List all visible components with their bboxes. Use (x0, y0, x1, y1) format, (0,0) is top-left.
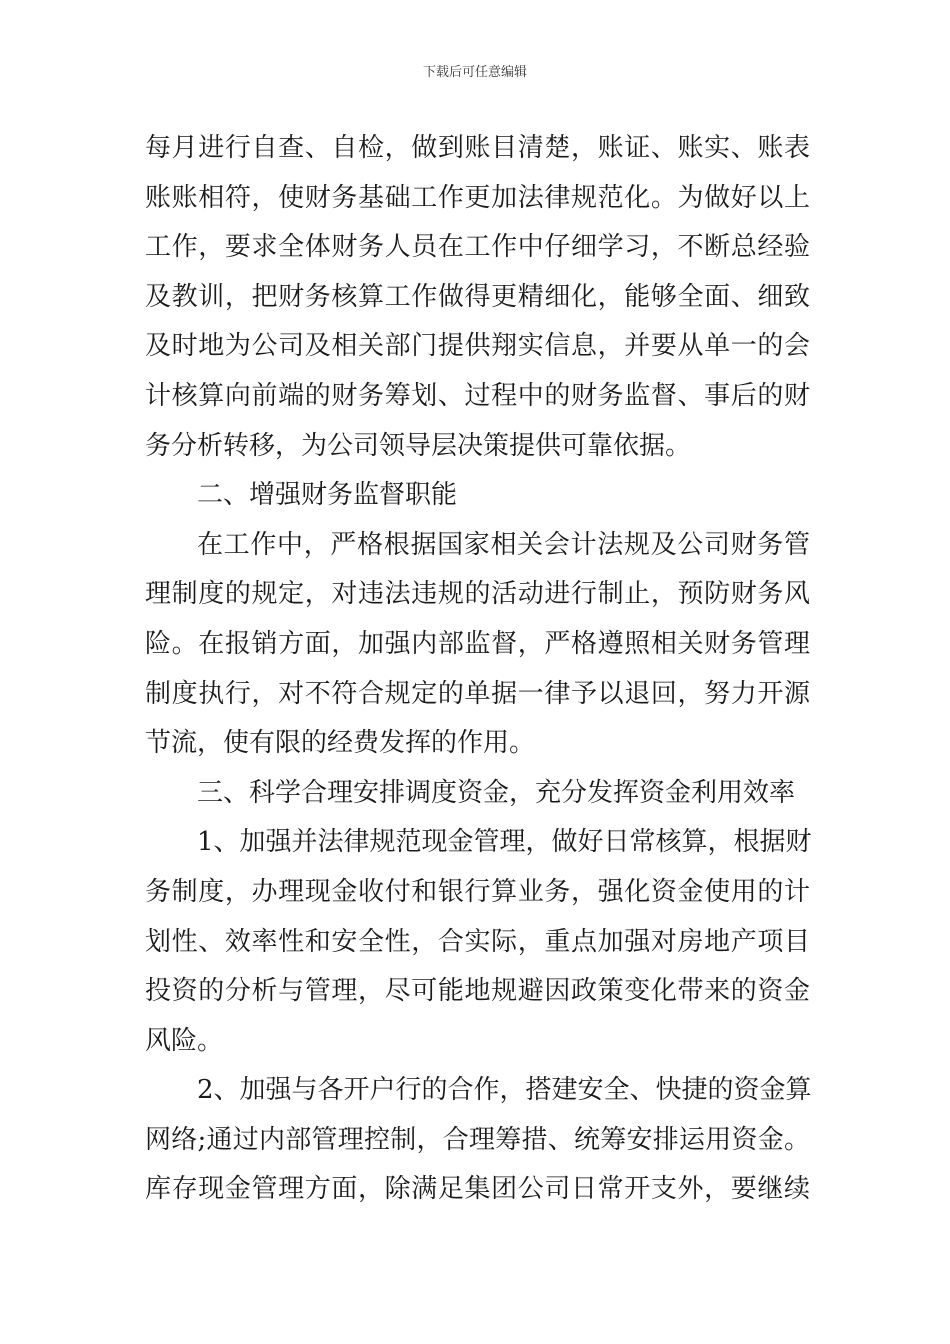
section-heading: 二、增强财务监督职能 (197, 480, 458, 511)
text-line: 网络;通过内部管理控制，合理筹措、统筹安排运用资金。 (145, 1124, 810, 1155)
text-line: 账账相符，使财务基础工作更加法律规范化。为做好以上 (145, 182, 810, 213)
text-line: 制度执行，对不符合规定的单据一律予以退回，努力开源 (145, 678, 810, 709)
document-body (145, 124, 810, 1215)
text-line: 工作，要求全体财务人员在工作中仔细学习，不断总经验 (145, 232, 810, 263)
text-line: 节流，使有限的经费发挥的作用。 (145, 728, 536, 759)
text-line: 险。在报销方面，加强内部监督，严格遵照相关财务管理 (145, 628, 810, 659)
text-line: 理制度的规定，对违法违规的活动进行制止，预防财务风 (145, 579, 810, 610)
text-line: 务制度，办理现金收付和银行算业务，强化资金使用的计 (145, 876, 810, 907)
section-heading: 三、科学合理安排调度资金，充分发挥资金利用效率 (197, 777, 796, 808)
text-line: 及时地为公司及相关部门提供翔实信息，并要从单一的会 (145, 331, 810, 362)
text-line: 风险。 (145, 1025, 224, 1056)
page-header: 下载后可任意编辑 (422, 65, 527, 80)
text-line: 在工作中，严格根据国家相关会计法规及公司财务管 (197, 529, 810, 560)
text-line: 划性、效率性和安全性，合实际，重点加强对房地产项目 (145, 926, 810, 957)
text-line: 1、加强并法律规范现金管理，做好日常核算，根据财 (197, 827, 812, 858)
text-line: 计核算向前端的财务筹划、过程中的财务监督、事后的财 (145, 380, 810, 411)
text-line: 及教训，把财务核算工作做得更精细化，能够全面、细致 (145, 281, 810, 312)
text-line: 每月进行自查、自检，做到账目清楚，账证、账实、账表 (145, 133, 810, 163)
text-line: 务分析转移，为公司领导层决策提供可靠依据。 (145, 430, 692, 461)
text-line: 投资的分析与管理，尽可能地规避因政策变化带来的资金 (145, 976, 810, 1007)
text-line: 2、加强与各开户行的合作，搭建安全、快捷的资金算 (197, 1075, 812, 1106)
text-line: 库存现金管理方面，除满足集团公司日常开支外，要继续 (145, 1174, 810, 1205)
